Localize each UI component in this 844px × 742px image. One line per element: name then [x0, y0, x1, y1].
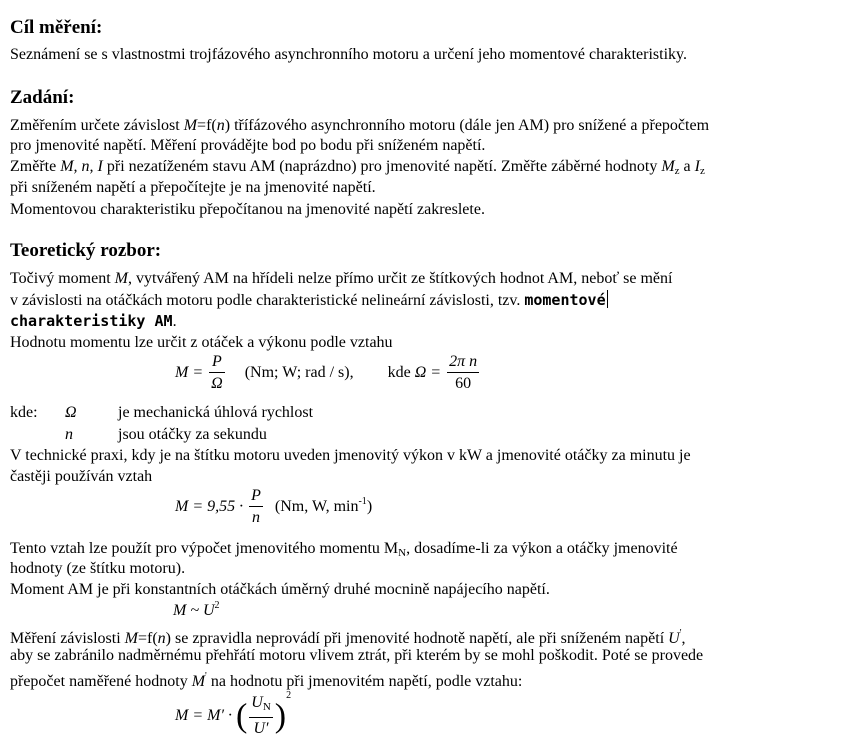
prime: ' [205, 671, 207, 682]
zadani-line-5: Momentovou charakteristiku přepočítanou na jmenovité napětí zakreslete. [10, 201, 485, 218]
symbol-U: U [251, 693, 263, 711]
text-run: v závislosti na otáčkách motoru podle charakteristické nelineární závislosti, tzv. [10, 292, 525, 309]
text-run: Změřením určete závislost [10, 117, 184, 134]
subscript-z: z [699, 165, 705, 177]
equation-proportional [173, 600, 220, 620]
symbol-M: M [191, 673, 206, 690]
kde-label: kde: [10, 404, 38, 421]
bold-term: momentové [524, 291, 606, 309]
kde-desc-n: jsou otáčky za sekundu [118, 426, 267, 443]
teorie-line-3 [10, 311, 177, 332]
fraction-numerator [249, 693, 273, 718]
text-run: přepočet naměřené hodnoty [10, 673, 192, 690]
heading-cil: Cíl měření: [10, 17, 103, 38]
symbol-M: M [114, 270, 128, 287]
text-run: =f( [137, 630, 158, 647]
eq-lhs: M = M′ · [175, 707, 232, 724]
fraction [447, 352, 479, 395]
subscript-N: N [398, 547, 407, 559]
prime: ' [679, 628, 682, 639]
heading-teorie: Teoretický rozbor: [10, 240, 162, 261]
fraction-denominator: Ω [211, 375, 223, 392]
text-run: Točivý moment [10, 270, 115, 287]
kde-desc-omega: je mechanická úhlová rychlost [118, 404, 314, 421]
teorie-line-4: Hodnotu momentu lze určit z otáček a výkonu podle vztahu [10, 334, 393, 351]
fraction-denominator: 60 [455, 375, 472, 392]
equation-moment [175, 352, 481, 395]
eq-kde: kde [387, 364, 411, 382]
text-run: , vytvářený AM na hřídeli nelze přímo určit ze štítkových hodnot AM, neboť se mění [127, 270, 673, 287]
teorie-line-9: Moment AM je při konstantních otáčkách úměrný druhé mocnině napájecího napětí. [10, 581, 550, 598]
text-cursor [607, 290, 608, 308]
eq-omega-lhs: Ω = [414, 364, 442, 382]
subscript-z: z [674, 165, 680, 177]
text-run: při nezatíženém stavu AM (naprázdno) pro jmenovité napětí. Změřte záběrné hodnoty [102, 158, 662, 175]
fraction-numerator: P [249, 486, 263, 507]
teorie-line-5: V technické praxi, kdy je na štítku motoru uveden jmenovitý výkon v kW a jmenovité otáčky za minutu je [10, 447, 691, 464]
zadani-line-2: pro jmenovité napětí. Měření provádějte bod po bodu při sníženém napětí. [10, 137, 486, 154]
cil-text: Seznámení se s vlastnostmi trojfázového asynchronního motoru a určení jeho momentové charakteristiky. [10, 46, 687, 63]
subscript-N: N [262, 700, 271, 713]
symbol-M: M [124, 630, 138, 647]
text-run: na hodnotu při jmenovitém napětí, podle vztahu: [206, 673, 523, 690]
superscript: 2 [286, 690, 292, 701]
text-run: (Nm, W, min [274, 498, 359, 516]
text-run: Tento vztah lze použít pro výpočet jmenovitého momentu M [10, 540, 399, 557]
symbol-n: n [157, 630, 166, 647]
fraction-denominator: n [252, 509, 261, 526]
superscript: 2 [214, 600, 220, 611]
kde-symbol-n: n [65, 426, 73, 443]
text-run: ) se zpravidla neprovádí při jmenovité hodnotě napětí, ale při sníženém napětí [165, 630, 669, 647]
zadani-line-1 [10, 116, 709, 136]
bold-term: charakteristiky AM [10, 312, 173, 330]
text-run: ) [366, 498, 373, 516]
fraction [249, 693, 273, 740]
symbol-Mz: M [661, 158, 675, 175]
equation-recalculation [175, 690, 291, 740]
teorie-line-11: aby se zabránilo nadměrnému přehřátí motoru vlivem ztrát, při kterém by se mohl poškodit. Poté se provede [10, 647, 704, 664]
fraction [209, 352, 225, 395]
equation-moment-practical [175, 486, 372, 529]
text-run: Měření závislosti [10, 630, 125, 647]
eq-units: (Nm; W; rad / s), [244, 364, 354, 382]
superscript: -1 [358, 496, 367, 508]
symbols-M-n-I: M, n, I [60, 158, 103, 175]
fraction-numerator: 2π n [447, 352, 479, 373]
teorie-line-8: hodnoty (ze štítku motoru). [10, 560, 186, 577]
right-paren: ) [274, 697, 287, 735]
fraction-denominator: U′ [253, 719, 269, 737]
teorie-line-12 [10, 667, 522, 692]
eq-units [275, 498, 372, 515]
fraction-numerator: P [209, 352, 225, 373]
symbol-M: M [183, 117, 198, 134]
zadani-line-4: při sníženém napětí a přepočítejte je na jmenovité napětí. [10, 179, 376, 196]
text-run: ) třífázového asynchronního motoru (dále jen AM) pro snížené a přepočtem [224, 117, 710, 134]
eq-lhs: M ~ U [173, 602, 215, 619]
heading-zadani: Zadání: [10, 87, 75, 108]
text-run: Změřte [10, 158, 61, 175]
eq-lhs: M = [175, 364, 204, 382]
text-run: . [172, 313, 177, 330]
text-run: a [679, 158, 695, 175]
teorie-line-2 [10, 290, 608, 311]
text-run: , [681, 630, 686, 647]
symbol-U: U [668, 630, 680, 647]
kde-symbol-omega: Ω [65, 404, 77, 421]
text-run: =f( [197, 117, 217, 134]
symbol-Iz: I [694, 158, 700, 175]
left-paren: ( [235, 697, 248, 735]
teorie-line-1 [10, 269, 672, 289]
fraction [249, 486, 263, 529]
eq-lhs: M = 9,55 · [175, 498, 244, 516]
text-run: , dosadíme-li za výkon a otáčky jmenovité [406, 540, 678, 557]
symbol-n: n [216, 117, 225, 134]
teorie-line-6: častěji používán vztah [10, 468, 153, 485]
